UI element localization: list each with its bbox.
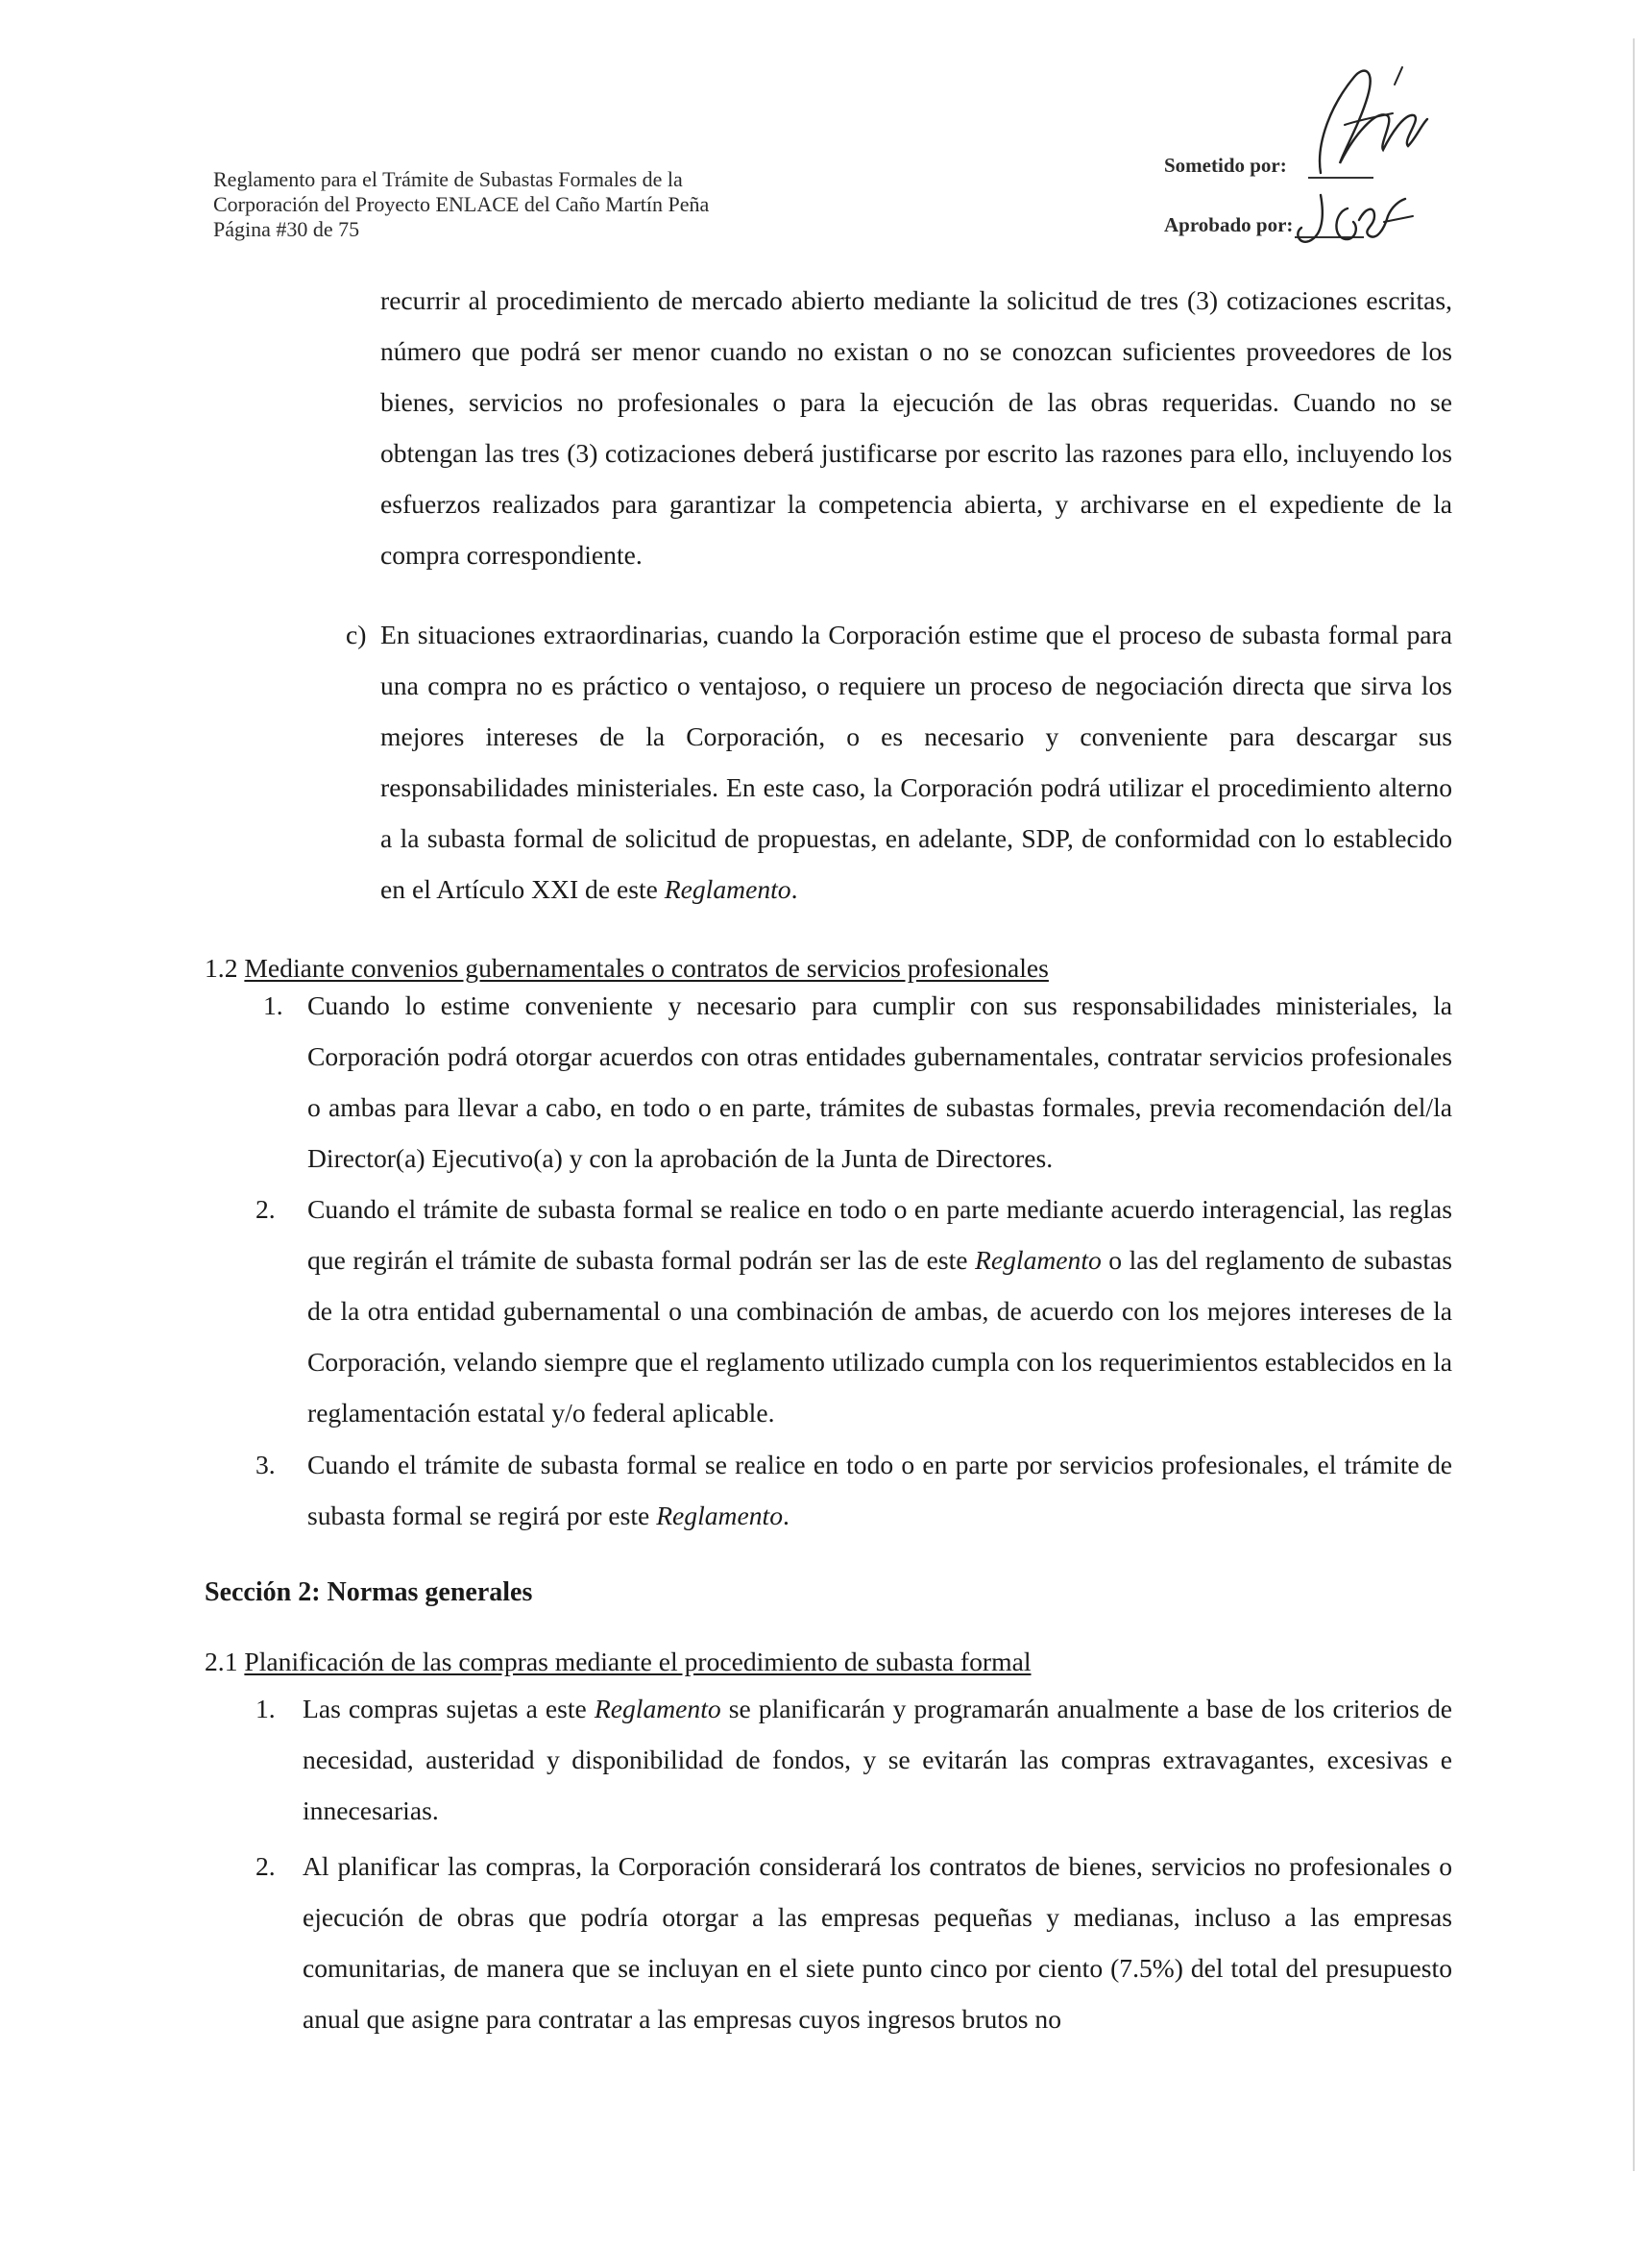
section-2-title: Sección 2: Normas generales [205,1577,533,1607]
s12-item-3-text-end: . [783,1501,790,1530]
section-1-2-title: Mediante convenios gubernamentales o contratos de servicios profesionales [244,953,1049,983]
item-c-marker: c) [346,620,367,649]
s21-item-1-text: Las compras sujetas a este [303,1694,595,1723]
header-title-line-2: Corporación del Proyecto ENLACE del Caño Martín Peña [213,192,710,216]
s12-item-2-text: Cuando el trámite de subasta formal se realice en todo o en parte mediante acuerdo interagencial, las reglas que regirán el trámite de subasta formal podrán ser las de este [307,1194,1452,1275]
s12-item-2-marker: 2. [255,1194,276,1224]
item-c-italic: Reglamento [664,874,791,904]
s12-item-3-italic: Reglamento [656,1501,783,1530]
approved-by-signature-icon [1292,187,1417,255]
s12-item-3-text: Cuando el trámite de subasta formal se realice en todo o en parte por servicios profesionales, el trámite de subasta formal se regirá por este [307,1450,1452,1530]
s12-item-1-marker: 1. [263,990,283,1020]
section-1-2-number: 1.2 [205,953,245,983]
submitted-by-signature-icon [1287,58,1431,183]
intro-paragraph: recurrir al procedimiento de mercado abierto mediante la solicitud de tres (3) cotizaciones escritas, número que podrá ser menor cuando no existan o no se conozcan suficientes proveedores de los bienes, servicios no profesionales o para la ejecución de las obras requeridas. Cuando no se obtengan las tres (3) cotizaciones deberá justificarse por escrito las razones para ello, incluyendo los esfuerzos realizados para garantizar la competencia abierta, y archivarse en el expediente de la compra correspondiente. [380,285,1452,570]
section-2-1-heading [205,1643,1032,1681]
s21-item-1-paragraph [303,1683,1452,1836]
item-c-text: En situaciones extraordinarias, cuando la Corporación estime que el proceso de subasta formal para una compra no es práctico o ventajoso, o requiere un proceso de negociación directa que sirva los mejores intereses de la Corporación, o es necesario y conveniente para descargar sus responsabilidades ministeriales. En este caso, la Corporación podrá utilizar el procedimiento alterno a la subasta formal de solicitud de propuestas, en adelante, SDP, de conformidad con lo establecido en el Artículo XXI de este [380,620,1452,904]
s21-item-2-paragraph [303,1841,1452,2044]
s21-item-2-text: Al planificar las compras, la Corporación considerará los contratos de bienes, servicios no profesionales o ejecución de obras que podría otorgar a las empresas pequeñas y medianas, incluso a las empresas comunitarias, de manera que se incluyan en el siete punto cinco por ciento (7.5%) del total del presupuesto anual que asigne para contratar a las empresas cuyos ingresos brutos no [303,1851,1452,2034]
section-2-1-number: 2.1 [205,1647,245,1676]
section-2-1-title: Planificación de las compras mediante el procedimiento de subasta formal [244,1647,1032,1676]
s12-item-2-text-end: o las del reglamento de subastas de la otra entidad gubernamental o una combinación de ambas, de acuerdo con los mejores intereses de la Corporación, velando siempre que el reglamento utilizado cumpla con los requerimientos establecidos en la reglamentación estatal y/o federal aplicable. [307,1245,1452,1428]
s21-item-1-text-end: se planificarán y programarán anualmente a base de los criterios de necesidad, austeridad y disponibilidad de fondos, y se evitarán las compras extravagantes, excesivas e innecesarias. [303,1694,1452,1825]
s12-item-1-paragraph [307,980,1452,1184]
approved-by-label: Aprobado por: [1164,213,1294,236]
s12-item-3-marker: 3. [255,1450,276,1479]
s12-item-2-paragraph [307,1184,1452,1438]
item-c-paragraph [380,609,1452,915]
page-header [213,167,709,242]
s12-item-1-text: Cuando lo estime conveniente y necesario para cumplir con sus responsabilidades ministeriales, la Corporación podrá otorgar acuerdos con otras entidades gubernamentales, contratar servicios profesionales o ambas para llevar a cabo, en todo o en parte, trámites de subastas formales, previa recomendación del/la Director(a) Ejecutivo(a) y con la aprobación de la Junta de Directores. [307,990,1452,1173]
scan-edge-line [1633,38,1635,2171]
s21-item-2-marker: 2. [255,1851,276,1881]
item-c-text-end: . [790,874,798,904]
header-page-number: Página #30 de 75 [213,217,360,241]
s21-item-1-marker: 1. [255,1694,276,1723]
s12-item-3-paragraph [307,1439,1452,1541]
s12-item-2-italic: Reglamento [975,1245,1102,1275]
s21-item-1-italic: Reglamento [594,1694,721,1723]
submitted-by-label: Sometido por: [1164,154,1287,177]
header-title-line-1: Reglamento para el Trámite de Subastas Formales de la [213,167,683,191]
